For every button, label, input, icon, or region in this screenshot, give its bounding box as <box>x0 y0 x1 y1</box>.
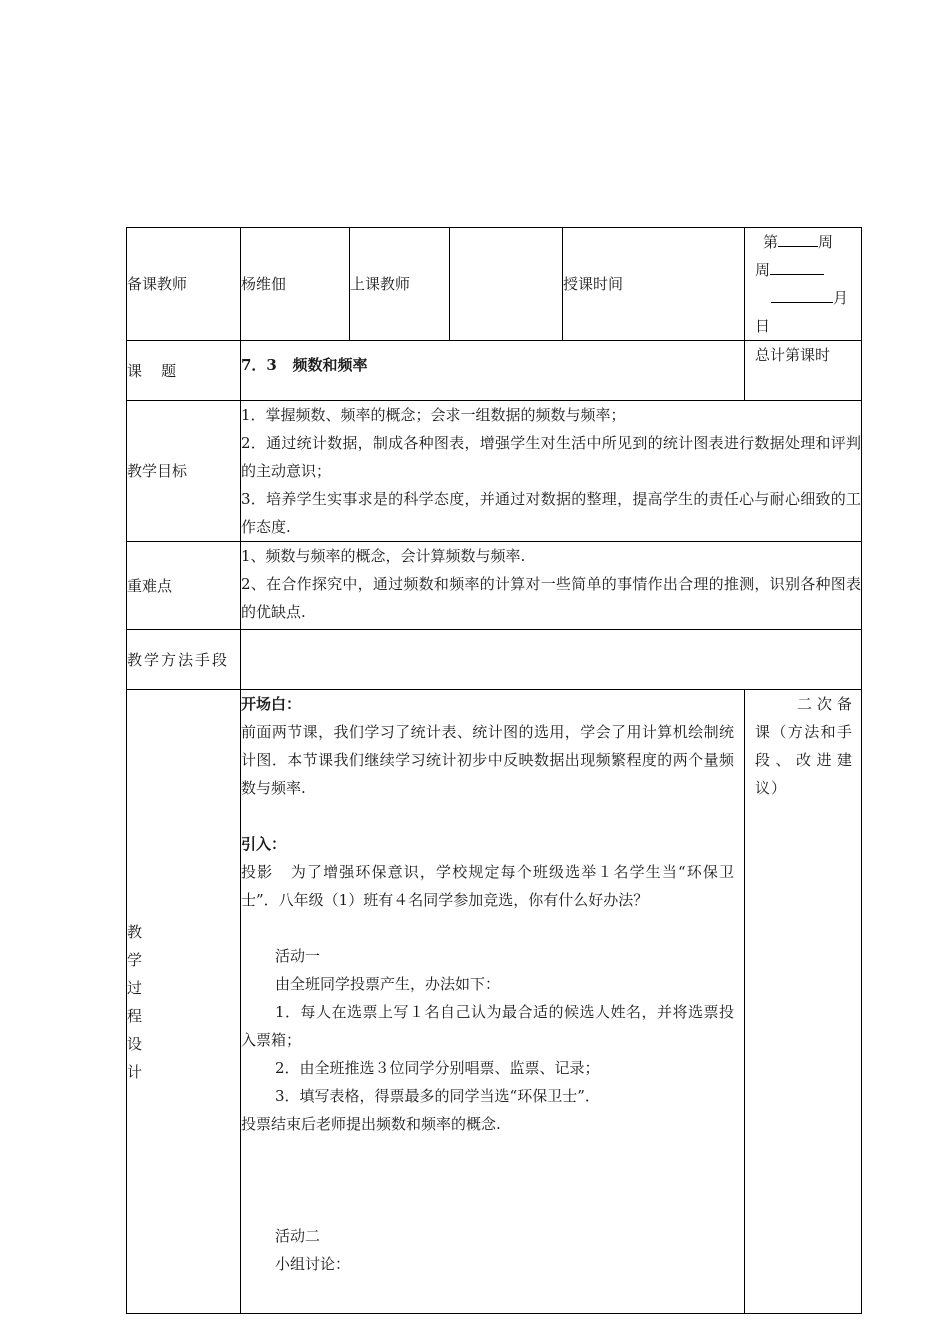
key-points-label: 重难点 <box>127 542 241 630</box>
activity1-title: 活动一 <box>275 947 321 965</box>
total-periods-label: 总计第课时 <box>745 341 862 401</box>
activity1-end: 投票结束后老师提出频数和频率的概念. <box>241 1115 501 1133</box>
activity1-lead: 由全班同学投票产生，办法如下： <box>275 975 501 993</box>
week-line: 第 周 <box>755 228 855 256</box>
goals-label: 教学目标 <box>127 401 241 542</box>
goal-item: 1．掌握频数、频率的概念；会求一组数据的频数与频率； <box>241 406 626 424</box>
process-label-char: 程 <box>127 1006 143 1025</box>
spacer <box>241 802 734 830</box>
topic-title: 7．3 频数和频率 <box>241 341 745 401</box>
month-line: 月 <box>755 284 855 312</box>
lesson-date-cell <box>745 228 862 341</box>
key-point-item: 1、频数与频率的概念，会计算频数与频率. <box>241 547 526 565</box>
header-row <box>127 228 862 341</box>
goals-row <box>127 401 862 542</box>
methods-label: 教学方法手段 <box>127 630 241 690</box>
goals-content <box>241 401 862 542</box>
day-line: 日 <box>755 317 771 335</box>
activity2-lead: 小组讨论： <box>275 1255 351 1273</box>
process-label <box>127 690 241 1314</box>
lesson-plan-table <box>126 227 862 1314</box>
class-teacher-label: 上课教师 <box>350 228 450 341</box>
key-points-content <box>241 542 862 630</box>
intro-heading: 引入： <box>241 835 287 853</box>
spacer <box>241 914 734 942</box>
process-label-char: 设 <box>127 1034 143 1053</box>
activity1-step: 3．填写表格，得票最多的同学当选“环保卫士”． <box>275 1087 600 1105</box>
spacer <box>241 1166 734 1194</box>
process-label-char: 计 <box>127 1062 143 1081</box>
goal-item: 2．通过统计数据，制成各种图表，增强学生对生活中所见到的统计图表进行数据处理和评判的主动意识； <box>241 434 861 480</box>
topic-label: 课 题 <box>127 341 241 401</box>
lesson-time-label: 授课时间 <box>563 228 745 341</box>
activity1-step: 1．每人在选票上写１名自己认为最合适的候选人姓名，并将选票投入票箱； <box>241 1003 734 1049</box>
process-row <box>127 690 862 1314</box>
process-label-char: 学 <box>127 950 143 969</box>
prep-teacher-label: 备课教师 <box>127 228 241 341</box>
month-blank <box>771 286 833 303</box>
weekday-blank <box>770 258 824 275</box>
class-teacher-name <box>450 228 563 341</box>
key-points-row <box>127 542 862 630</box>
methods-row <box>127 630 862 690</box>
process-content <box>241 690 745 1314</box>
goal-item: 3．培养学生实事求是的科学态度，并通过对数据的整理，提高学生的责任心与耐心细致的工作态度. <box>241 490 861 536</box>
key-point-item: 2、在合作探究中，通过频数和频率的计算对一些简单的事情作出合理的推测，识别各种图表的优缺点. <box>241 575 861 621</box>
topic-row <box>127 341 862 401</box>
week-blank <box>778 230 818 247</box>
opening-text: 前面两节课，我们学习了统计表、统计图的选用，学会了用计算机绘制统计图．本节课我们继续学习统计初步中反映数据出现频繁程度的两个量频数与频率. <box>241 723 734 797</box>
activity1-step: 2．由全班推选３位同学分别唱票、监票、记录； <box>275 1059 600 1077</box>
process-label-vertical <box>127 918 240 1086</box>
prep-teacher-name: 杨维佃 <box>241 228 350 341</box>
activity2-title: 活动二 <box>275 1227 321 1245</box>
process-label-char: 教 <box>127 922 143 941</box>
process-label-char: 过 <box>127 978 143 997</box>
revision-note: 二次备课（方法和手段、改进建议） <box>745 690 862 1314</box>
opening-heading: 开场白： <box>241 695 302 713</box>
methods-content <box>241 630 862 690</box>
intro-text: 投影 为了增强环保意识，学校规定每个班级选举１名学生当“环保卫士”．八年级（1）班有４名同学参加竞选，你有什么好办法？ <box>241 863 734 909</box>
spacer <box>241 1194 734 1222</box>
spacer <box>241 1138 734 1166</box>
weekday-line: 周 <box>755 256 855 284</box>
